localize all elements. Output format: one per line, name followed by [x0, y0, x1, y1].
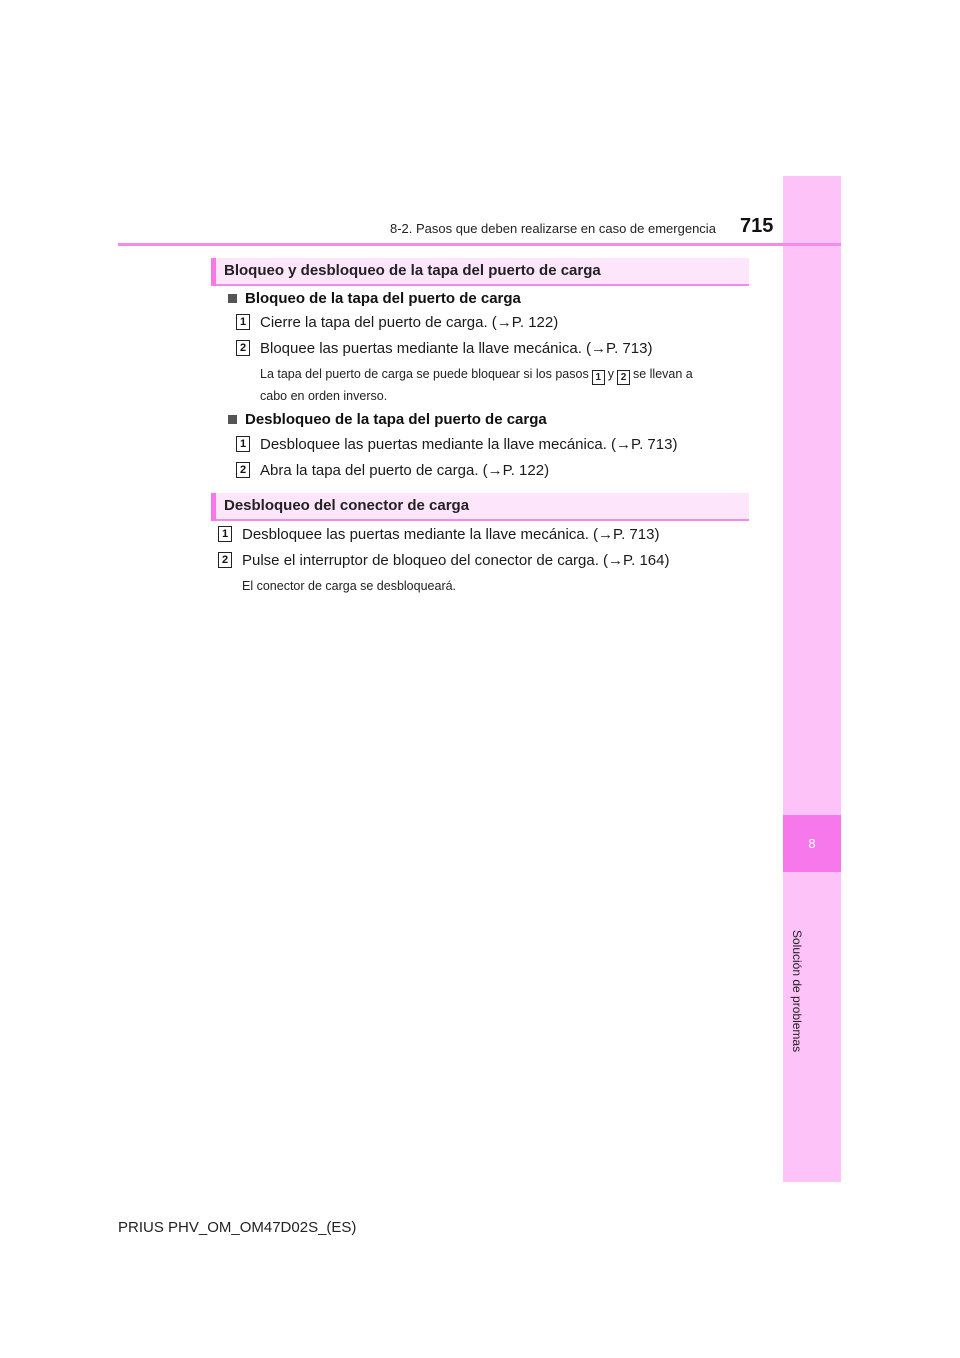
step-text: Bloquee las puertas mediante la llave mecánica. (→P. 713) [260, 340, 653, 357]
inline-step-badge: 2 [617, 370, 630, 385]
step-number-badge: 1 [236, 436, 250, 452]
running-header: 8-2. Pasos que deben realizarse en caso de emergencia [390, 221, 716, 236]
step-number-badge: 2 [218, 552, 232, 568]
chapter-number-tab: 8 [783, 815, 841, 872]
section-title-bar [211, 493, 749, 521]
note-text: El conector de carga se desbloqueará. [242, 579, 457, 593]
note-text: La tapa del puerto de carga se puede bloquear si los pasos 1 y 2 se llevan a cabo en orden inverso. [260, 367, 693, 403]
section-title: Bloqueo y desbloqueo de la tapa del puerto de carga [224, 262, 601, 279]
square-bullet-icon [228, 294, 237, 303]
document-footer: PRIUS PHV_OM_OM47D02S_(ES) [118, 1219, 357, 1236]
step-number-badge: 1 [236, 314, 250, 330]
chapter-label-text: Solución de problemas [790, 930, 804, 1053]
subheading-text: Bloqueo de la tapa del puerto de carga [245, 290, 521, 307]
subheading-text: Desbloqueo de la tapa del puerto de carga [245, 411, 547, 428]
section-title: Desbloqueo del conector de carga [224, 497, 470, 514]
step-text: Cierre la tapa del puerto de carga. (→P. 122) [260, 314, 559, 331]
inline-step-badge: 1 [592, 370, 605, 385]
header-divider [118, 243, 841, 246]
page-number: 715 [740, 215, 774, 237]
step-number-badge: 1 [218, 526, 232, 542]
step-number-badge: 2 [236, 340, 250, 356]
subheading-lock [226, 290, 521, 307]
section-title-bar [211, 258, 749, 286]
step-text: Desbloquee las puertas mediante la llave mecánica. (→P. 713) [260, 436, 678, 453]
step-text: Desbloquee las puertas mediante la llave mecánica. (→P. 713) [242, 526, 660, 543]
step-text: Abra la tapa del puerto de carga. (→P. 122) [260, 462, 550, 479]
step-text: Pulse el interruptor de bloqueo del conector de carga. (→P. 164) [242, 552, 670, 569]
subheading-unlock [226, 411, 547, 428]
step-number-badge: 2 [236, 462, 250, 478]
square-bullet-icon [228, 415, 237, 424]
